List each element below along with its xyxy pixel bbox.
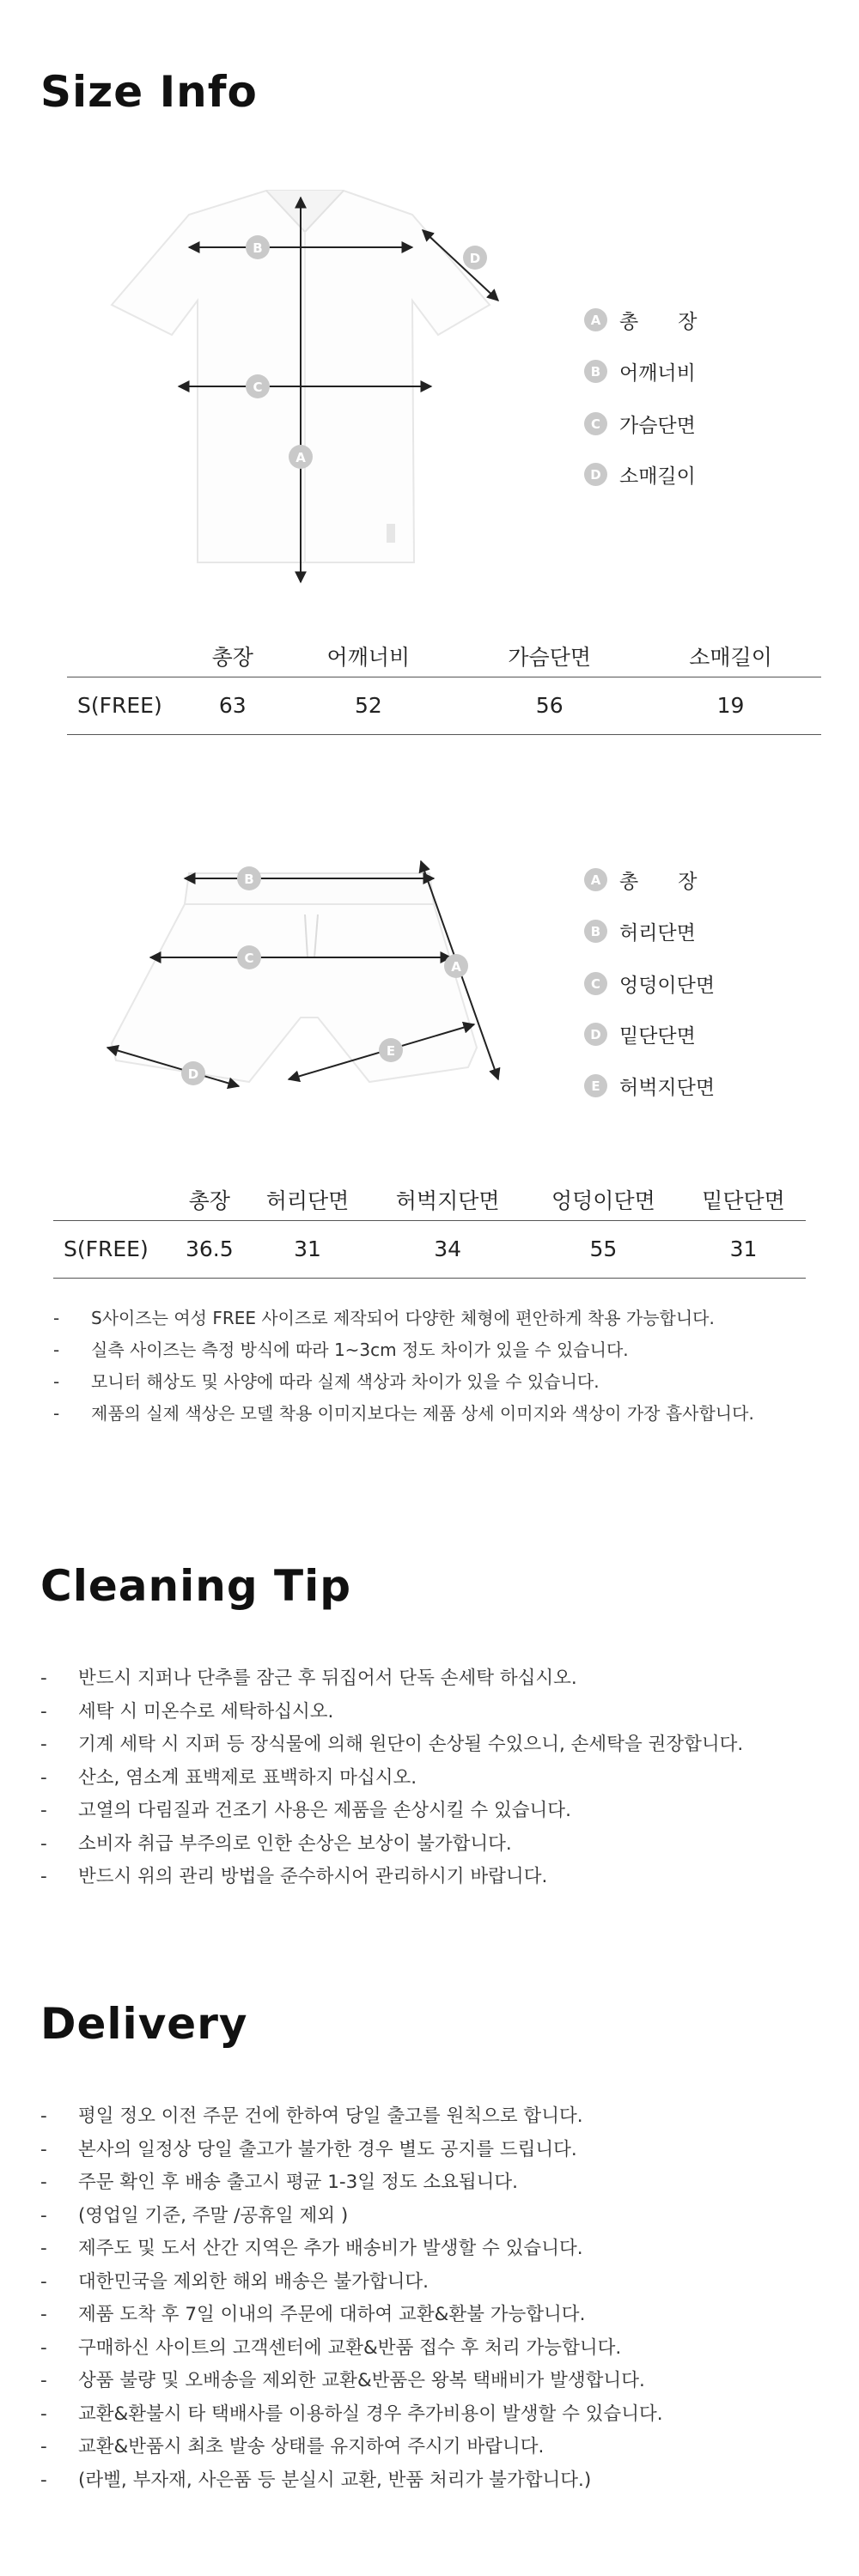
delivery-list: [40, 2100, 663, 2497]
item-text: 소비자 취급 부주의로 인한 손상은 보상이 불가합니다.: [78, 1832, 512, 1855]
cleaning-tip-title: Cleaning Tip: [40, 1561, 352, 1611]
list-item: - 교환&반품시 최초 발송 상태를 유지하여 주시기 바랍니다.: [40, 2431, 663, 2464]
badge-b: B: [584, 360, 607, 383]
svg-text:D: D: [469, 251, 481, 266]
legend-label: 엉덩이단면: [619, 975, 716, 997]
svg-text:E: E: [386, 1043, 396, 1059]
shorts-size-table: [53, 1179, 806, 1279]
item-text: 고열의 다림질과 건조기 사용은 제품을 손상시킬 수 있습니다.: [78, 1800, 571, 1821]
badge-d: D: [584, 463, 607, 486]
list-item: - 반드시 위의 관리 방법을 준수하시어 관리하시기 바랍니다.: [40, 1861, 743, 1894]
shirt-diagram: [94, 172, 541, 584]
table-header: 엉덩이단면: [526, 1179, 681, 1220]
legend-label: 어깨너비: [619, 362, 696, 385]
list-item: - 대한민국을 제외한 해외 배송은 불가합니다.: [40, 2266, 663, 2300]
item-text: (라벨, 부자재, 사은품 등 분실시 교환, 반품 처리가 불가합니다.): [78, 2469, 592, 2491]
legend-label: 총 장: [619, 311, 698, 333]
svg-text:A: A: [295, 450, 306, 465]
item-text: 산소, 염소계 표백제로 표백하지 마십시오.: [78, 1766, 417, 1789]
table-cell: 63: [187, 677, 277, 734]
legend-label: 허리단면: [619, 922, 696, 945]
note-text: 제품의 실제 색상은 모델 착용 이미지보다는 제품 상세 이미지와 색상이 가장 흡사합니다.: [91, 1403, 754, 1424]
table-cell: 19: [640, 677, 821, 734]
svg-text:B: B: [244, 872, 254, 887]
note-text: 실측 사이즈는 측정 방식에 따라 1~3cm 정도 차이가 있을 수 있습니다.: [91, 1340, 629, 1360]
list-item: - 고열의 다림질과 건조기 사용은 제품을 손상시킬 수 있습니다.: [40, 1795, 743, 1828]
badge-a: A: [584, 868, 607, 891]
item-text: 본사의 일정상 당일 출고가 불가한 경우 별도 공지를 드립니다.: [78, 2138, 577, 2160]
delivery-title: Delivery: [40, 1999, 248, 2049]
list-item: - 상품 불량 및 오배송을 제외한 교환&반품은 왕복 택배비가 발생합니다.: [40, 2365, 663, 2398]
list-item: - 실측 사이즈는 측정 방식에 따라 1~3cm 정도 차이가 있을 수 있습니다.: [53, 1334, 754, 1366]
item-text: 제주도 및 도서 산간 지역은 추가 배송비가 발생할 수 있습니다.: [78, 2238, 583, 2259]
legend-item-a: [584, 866, 697, 894]
note-text: S사이즈는 여성 FREE 사이즈로 제작되어 다양한 체형에 편안하게 착용 가능합니다.: [91, 1308, 715, 1328]
list-item: - S사이즈는 여성 FREE 사이즈로 제작되어 다양한 체형에 편안하게 착용 가능합니다.: [53, 1303, 754, 1334]
list-item: - 세탁 시 미온수로 세탁하십시오.: [40, 1696, 743, 1729]
table-header: [53, 1179, 174, 1220]
svg-text:C: C: [253, 380, 263, 395]
list-item: - 제품 도착 후 7일 이내의 주문에 대하여 교환&환불 가능합니다.: [40, 2299, 663, 2332]
size-notes: [53, 1303, 754, 1430]
item-text: 반드시 위의 관리 방법을 준수하시어 관리하시기 바랍니다.: [78, 1866, 548, 1887]
list-item: - 평일 정오 이전 주문 건에 한하여 당일 출고를 원칙으로 합니다.: [40, 2100, 663, 2134]
list-item: - 소비자 취급 부주의로 인한 손상은 보상이 불가합니다.: [40, 1828, 743, 1862]
table-header: [67, 635, 187, 677]
table-header-row: [67, 635, 821, 677]
list-item: - 구매하신 사이트의 고객센터에 교환&반품 접수 후 처리 가능합니다.: [40, 2332, 663, 2366]
item-text: 반드시 지퍼나 단추를 잠근 후 뒤집어서 단독 손세탁 하십시오.: [78, 1668, 577, 1689]
list-item: - 모니터 해상도 및 사양에 따라 실제 색상과 차이가 있을 수 있습니다.: [53, 1366, 754, 1398]
table-cell: S(FREE): [67, 677, 187, 734]
badge-d: D: [584, 1023, 607, 1046]
table-header: 어깨너비: [277, 635, 459, 677]
badge-b: B: [584, 920, 607, 943]
shorts-diagram: [86, 837, 533, 1129]
legend-item-b: [584, 917, 696, 945]
table-row: [53, 1220, 806, 1278]
item-text: 상품 불량 및 오배송을 제외한 교환&반품은 왕복 택배비가 발생합니다.: [78, 2370, 645, 2391]
list-item: - 제주도 및 도서 산간 지역은 추가 배송비가 발생할 수 있습니다.: [40, 2233, 663, 2266]
list-item: - 교환&환불시 타 택배사를 이용하실 경우 추가비용이 발생할 수 있습니다.: [40, 2398, 663, 2432]
table-header: 밑단단면: [681, 1179, 806, 1220]
table-header: 소매길이: [640, 635, 821, 677]
item-text: 대한민국을 제외한 해외 배송은 불가합니다.: [78, 2270, 430, 2293]
size-info-title: Size Info: [40, 67, 258, 117]
table-cell: 36.5: [174, 1220, 246, 1278]
list-item: - 산소, 염소계 표백제로 표백하지 마십시오.: [40, 1762, 743, 1795]
item-text: 주문 확인 후 배송 출고시 평균 1-3일 정도 소요됩니다.: [78, 2172, 519, 2193]
svg-text:B: B: [253, 240, 263, 256]
table-cell: 52: [277, 677, 459, 734]
shirt-size-table: [67, 635, 821, 735]
legend-item-c: [584, 410, 696, 438]
shorts-shape: [112, 904, 477, 1082]
list-item: - 본사의 일정상 당일 출고가 불가한 경우 별도 공지를 드립니다.: [40, 2134, 663, 2167]
table-header: 가슴단면: [459, 635, 640, 677]
legend-label: 소매길이: [619, 465, 696, 488]
list-item: - 제품의 실제 색상은 모델 착용 이미지보다는 제품 상세 이미지와 색상이 가장 흡사합니다.: [53, 1398, 754, 1430]
table-cell: 56: [459, 677, 640, 734]
item-text: 세탁 시 미온수로 세탁하십시오.: [78, 1700, 334, 1722]
badge-c: C: [584, 412, 607, 435]
legend-label: 총 장: [619, 871, 698, 893]
badge-e: E: [584, 1074, 607, 1097]
table-cell: 31: [681, 1220, 806, 1278]
svg-text:C: C: [244, 951, 254, 966]
table-header: 허벅지단면: [370, 1179, 526, 1220]
item-text: 교환&반품시 최초 발송 상태를 유지하여 주시기 바랍니다.: [78, 2436, 545, 2458]
cleaning-list: [40, 1662, 743, 1894]
item-text: 교환&환불시 타 택배사를 이용하실 경우 추가비용이 발생할 수 있습니다.: [78, 2403, 663, 2425]
legend-label: 가슴단면: [619, 415, 696, 437]
item-text: 기계 세탁 시 지퍼 등 장식물에 의해 원단이 손상될 수있으니, 손세탁을 권장합니다.: [78, 1734, 744, 1755]
legend-item-d: [584, 1020, 696, 1048]
list-item: - 반드시 지퍼나 단추를 잠근 후 뒤집어서 단독 손세탁 하십시오.: [40, 1662, 743, 1696]
list-item: - (영업일 기준, 주말 /공휴일 제외 ): [40, 2200, 663, 2233]
list-item: - (라벨, 부자재, 사은품 등 분실시 교환, 반품 처리가 불가합니다.): [40, 2464, 663, 2498]
table-header-row: [53, 1179, 806, 1220]
badge-a: A: [584, 308, 607, 331]
badge-c: C: [584, 972, 607, 995]
item-text: 구매하신 사이트의 고객센터에 교환&반품 접수 후 처리 가능합니다.: [78, 2336, 622, 2359]
legend-label: 밑단단면: [619, 1025, 696, 1048]
svg-text:A: A: [451, 959, 461, 975]
table-header: 허리단면: [246, 1179, 370, 1220]
table-row: [67, 677, 821, 734]
table-header: 총장: [174, 1179, 246, 1220]
table-cell: S(FREE): [53, 1220, 174, 1278]
table-cell: 55: [526, 1220, 681, 1278]
note-text: 모니터 해상도 및 사양에 따라 실제 색상과 차이가 있을 수 있습니다.: [91, 1371, 600, 1392]
legend-item-d: [584, 460, 696, 489]
legend-item-b: [584, 357, 696, 386]
table-header: 총장: [187, 635, 277, 677]
legend-item-c: [584, 969, 715, 998]
list-item: - 기계 세탁 시 지퍼 등 장식물에 의해 원단이 손상될 수있으니, 손세탁을 권장합니다.: [40, 1728, 743, 1762]
item-text: 평일 정오 이전 주문 건에 한하여 당일 출고를 원칙으로 합니다.: [78, 2105, 583, 2127]
legend-item-a: [584, 306, 697, 334]
item-text: 제품 도착 후 7일 이내의 주문에 대하여 교환&환불 가능합니다.: [78, 2304, 586, 2325]
table-cell: 31: [246, 1220, 370, 1278]
svg-text:D: D: [187, 1066, 199, 1082]
legend-label: 허벅지단면: [619, 1077, 716, 1099]
table-cell: 34: [370, 1220, 526, 1278]
legend-item-e: [584, 1072, 715, 1100]
item-text: (영업일 기준, 주말 /공휴일 제외 ): [78, 2204, 349, 2227]
list-item: - 주문 확인 후 배송 출고시 평균 1-3일 정도 소요됩니다.: [40, 2166, 663, 2200]
